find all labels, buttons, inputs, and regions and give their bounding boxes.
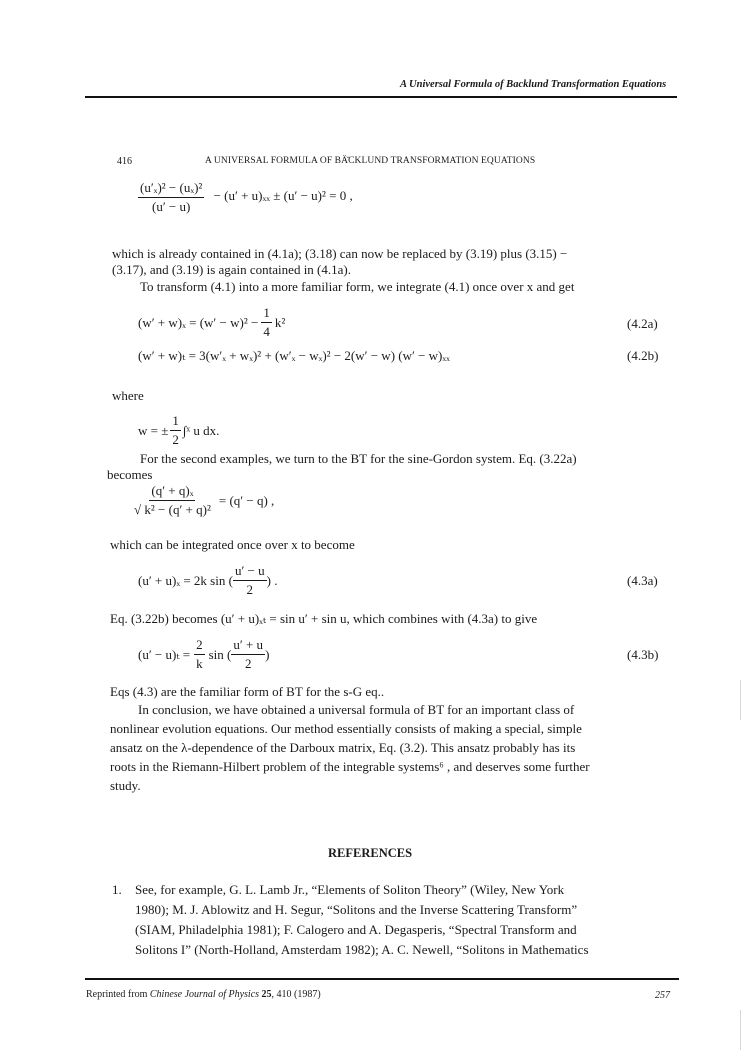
equation-rhs: k² xyxy=(274,314,286,330)
equation-lhs: w = ± xyxy=(138,422,169,438)
equation-number: (4.2b) xyxy=(627,348,659,363)
header-rule xyxy=(85,96,677,98)
equation-number: (4.2a) xyxy=(627,316,658,331)
original-page-number: 416 xyxy=(117,156,132,167)
running-head: A Universal Formula of Backlund Transformation Equations xyxy=(400,79,667,90)
equation-w-definition xyxy=(138,413,219,448)
reprint-note xyxy=(86,989,321,1000)
scan-artifact xyxy=(740,1010,741,1050)
page-number: 257 xyxy=(655,990,670,1001)
equation-rhs: ) xyxy=(265,646,270,662)
paragraph-line: To transform (4.1) into a more familiar form, we integrate (4.1) once over x and get xyxy=(140,279,575,294)
equation-4-3a xyxy=(138,563,277,598)
equation-rhs: ∫ˣ u dx. xyxy=(182,422,220,438)
reference-line: Solitons I” (North-Holland, Amsterdam 1982); A. C. Newell, “Solitons in Mathematics xyxy=(135,942,589,957)
paragraph-line: which can be integrated once over x to become xyxy=(110,537,355,552)
fraction-numerator: 1 xyxy=(170,413,181,431)
fraction-denominator: √ k² − (q′ + q)² xyxy=(134,502,211,517)
fraction-denominator: 4 xyxy=(263,324,270,339)
reference-line: (SIAM, Philadelphia 1981); F. Calogero and A. Degasperis, “Spectral Transform and xyxy=(135,922,577,937)
equation-lhs: (w′ + w)ₓ = (w′ − w)² − xyxy=(138,314,259,330)
equation-rhs: = (q′ − q) , xyxy=(218,492,275,508)
reference-number: 1. xyxy=(112,882,122,897)
equation-fraction xyxy=(261,305,272,340)
fraction-numerator: u′ − u xyxy=(233,563,267,581)
paragraph-line: Eq. (3.22b) becomes (u′ + u)ₓₜ = sin u′ + sin u, which combines with (4.3a) to give xyxy=(110,611,538,626)
reference-line: See, for example, G. L. Lamb Jr., “Elements of Soliton Theory” (Wiley, New York xyxy=(135,882,565,897)
equation-top-rest: − (u′ + u)ₓₓ ± (u′ − u)² = 0 , xyxy=(213,188,353,204)
equation-top-fraction xyxy=(138,180,204,215)
fraction-denominator: 2 xyxy=(246,582,254,597)
fraction-numerator: 2 xyxy=(194,637,205,655)
equation-4-2b: (w′ + w)ₜ = 3(w′ₓ + wₓ)² + (w′ₓ − wₓ)² − 2(w′ − w) (w′ − w)ₓₓ xyxy=(138,348,450,363)
paragraph-line: study. xyxy=(110,778,141,793)
equation-fraction xyxy=(132,483,213,518)
equation-top xyxy=(138,180,353,215)
footer-rule xyxy=(85,978,679,980)
paragraph-line: where xyxy=(112,388,144,403)
paragraph-line: ansatz on the λ-dependence of the Darboux matrix, Eq. (3.2). This ansatz probably has its xyxy=(110,740,576,755)
reference-line: 1980); M. J. Ablowitz and H. Segur, “Solitons and the Inverse Scattering Transform” xyxy=(135,902,578,917)
paragraph-line: which is already contained in (4.1a); (3.18) can now be replaced by (3.19) plus (3.15) − xyxy=(112,246,568,261)
fraction-denominator: 2 xyxy=(172,432,179,447)
fraction-numerator: 1 xyxy=(261,305,272,323)
reprint-prefix: Reprinted from xyxy=(86,989,150,1000)
fraction-denominator: 2 xyxy=(244,656,252,671)
equation-lhs: (u′ − u)ₜ = xyxy=(138,646,191,662)
paragraph-line: Eqs (4.3) are the familiar form of BT for the s-G eq.. xyxy=(110,684,385,699)
fraction-denominator: (u′ − u) xyxy=(151,199,191,214)
paragraph-line: roots in the Riemann-Hilbert problem of the integrable systems⁶ , and deserves some further xyxy=(110,759,590,774)
fraction-numerator: u′ + u xyxy=(231,637,265,655)
equation-fraction xyxy=(194,637,205,672)
equation-number: (4.3b) xyxy=(627,647,659,662)
equation-fraction xyxy=(233,563,267,598)
paragraph-line: For the second examples, we turn to the BT for the sine-Gordon system. Eq. (3.22a) xyxy=(140,451,577,466)
fraction-denominator: k xyxy=(196,656,203,671)
paragraph-line: becomes xyxy=(107,467,153,482)
scan-artifact xyxy=(740,680,741,720)
equation-rhs: ) . xyxy=(266,572,278,588)
paragraph-line: nonlinear evolution equations. Our method essentially consists of making a special, simple xyxy=(110,721,582,736)
journal-volume: 25 xyxy=(261,989,272,1000)
equation-fraction xyxy=(231,637,265,672)
paragraph-line: In conclusion, we have obtained a universal formula of BT for an important class of xyxy=(138,702,575,717)
inner-running-title: A UNIVERSAL FORMULA OF BÄ̆CKLUND TRANSFORMATION EQUATIONS xyxy=(205,156,536,166)
equation-mid: sin ( xyxy=(208,646,232,662)
journal-name: Chinese Journal of Physics xyxy=(149,989,260,1000)
equation-number: (4.3a) xyxy=(627,573,658,588)
fraction-numerator: (u′ₓ)² − (uₓ)² xyxy=(138,180,204,198)
equation-fraction xyxy=(170,413,181,448)
equation-4-3b xyxy=(138,637,269,672)
references-heading: REFERENCES xyxy=(328,846,413,860)
paragraph-line: (3.17), and (3.19) is again contained in (4.1a). xyxy=(112,262,351,277)
journal-citation: , 410 (1987) xyxy=(271,989,321,1000)
equation-4-2a xyxy=(138,305,285,340)
fraction-numerator: (q′ + q)ₓ xyxy=(149,483,195,501)
equation-sine-gordon xyxy=(132,483,274,518)
equation-lhs: (u′ + u)ₓ = 2k sin ( xyxy=(138,572,233,588)
